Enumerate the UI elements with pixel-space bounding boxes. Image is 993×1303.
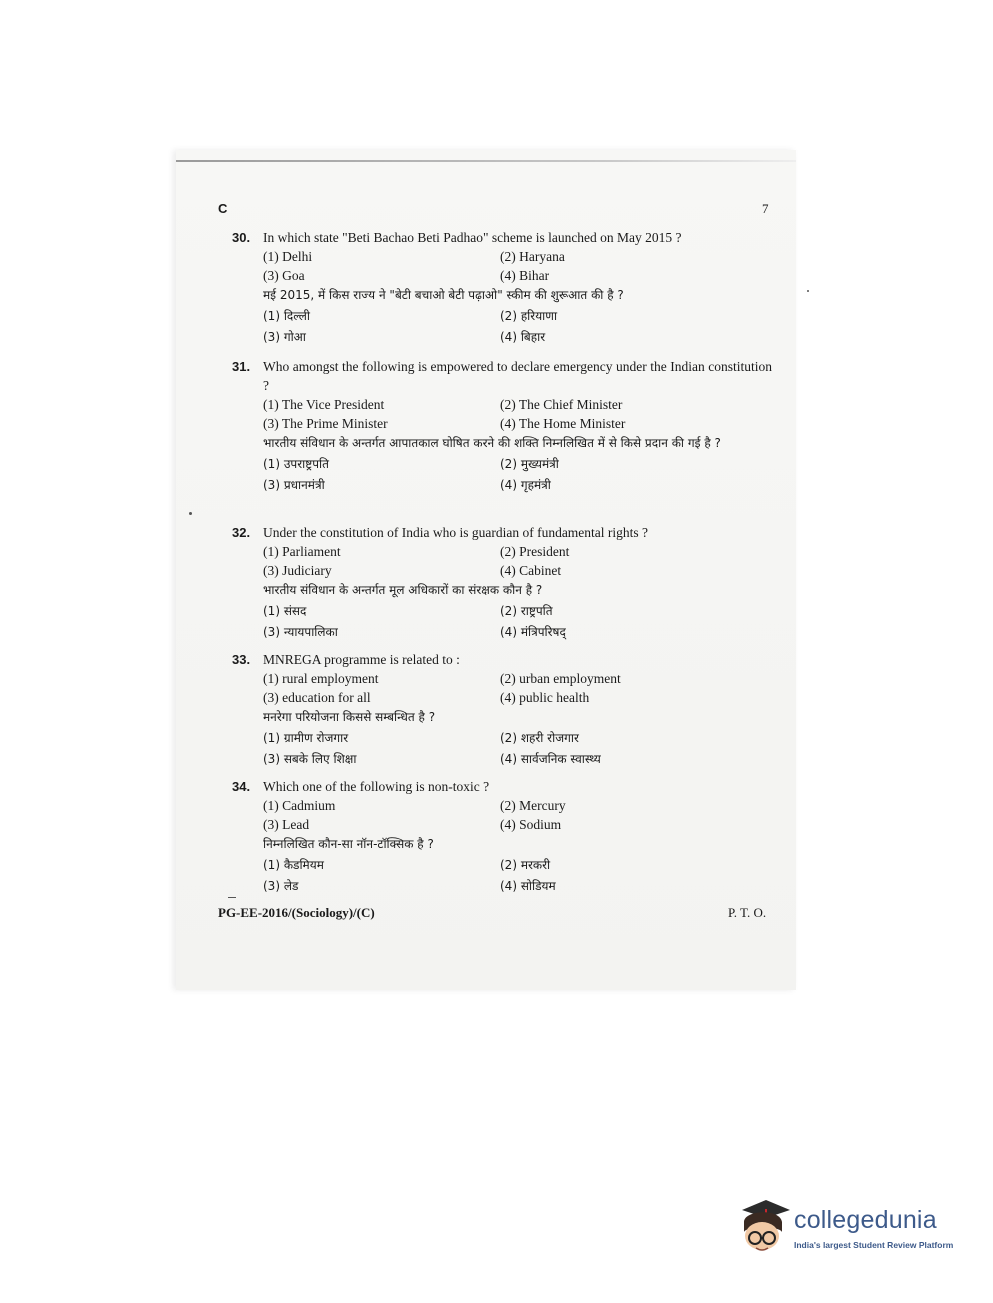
option-4: (4) The Home Minister (500, 416, 626, 431)
option-1: (1) The Vice President (263, 397, 385, 412)
question-33 (232, 650, 772, 770)
option-2: (2) urban employment (500, 671, 621, 686)
question-text: Who amongst the following is empowered to declare emergency under the Indian constitution ? (263, 359, 772, 393)
option-2: (2) Mercury (500, 798, 566, 813)
hindi-option-3: (3) न्यायपालिका (263, 625, 338, 639)
question-34 (232, 777, 772, 897)
question-30 (232, 228, 772, 348)
scan-speck (807, 290, 809, 292)
hindi-option-1: (1) ग्रामीण रोजगार (263, 731, 349, 745)
question-32 (232, 523, 772, 643)
option-1: (1) Cadmium (263, 798, 336, 813)
please-turn-over: P. T. O. (728, 905, 767, 920)
option-3: (3) Judiciary (263, 563, 332, 578)
option-2: (2) The Chief Minister (500, 397, 623, 412)
option-2: (2) Haryana (500, 249, 565, 264)
option-3: (3) The Prime Minister (263, 416, 388, 431)
question-text: MNREGA programme is related to : (263, 652, 460, 667)
collegedunia-logo[interactable] (736, 1196, 966, 1266)
series-code: C (218, 201, 228, 216)
hindi-option-4: (4) सोडियम (500, 879, 556, 893)
hindi-option-1: (1) दिल्ली (263, 309, 310, 323)
page-number: 7 (762, 201, 769, 216)
top-rule (176, 160, 796, 162)
question-number: 30. (232, 230, 251, 245)
hindi-option-2: (2) मरकरी (500, 858, 551, 872)
hindi-option-1: (1) उपराष्ट्रपति (263, 457, 329, 471)
hindi-option-2: (2) शहरी रोजगार (500, 731, 579, 745)
question-31 (232, 357, 772, 496)
hindi-option-4: (4) मंत्रिपरिषद् (500, 625, 566, 639)
paper-code: PG-EE-2016/(Sociology)/(C) (218, 905, 375, 920)
brand-name: collegedunia (794, 1206, 937, 1234)
question-text-hindi: भारतीय संविधान के अन्तर्गत मूल अधिकारों का संरक्षक कौन है ? (263, 583, 543, 597)
question-number: 33. (232, 652, 251, 667)
hindi-option-3: (3) गोआ (263, 330, 306, 344)
option-4: (4) Sodium (500, 817, 562, 832)
option-4: (4) Bihar (500, 268, 550, 283)
hindi-option-1: (1) कैडमियम (263, 858, 324, 872)
hindi-option-4: (4) गृहमंत्री (500, 478, 551, 492)
question-text-hindi: निम्नलिखित कौन-सा नॉन-टॉक्सिक है ? (263, 837, 434, 851)
question-text: Which one of the following is non-toxic ? (263, 779, 490, 794)
option-4: (4) public health (500, 690, 590, 705)
hindi-option-4: (4) बिहार (500, 330, 546, 344)
question-number: 32. (232, 525, 251, 540)
option-1: (1) Parliament (263, 544, 341, 559)
option-2: (2) President (500, 544, 570, 559)
question-number: 31. (232, 359, 251, 374)
hindi-option-3: (3) लेड (263, 879, 299, 893)
question-text: In which state "Beti Bachao Beti Padhao" scheme is launched on May 2015 ? (263, 230, 682, 245)
question-text-hindi: भारतीय संविधान के अन्तर्गत आपातकाल घोषित करने की शक्ति निम्नलिखित में से किसे प्रदान की गई है ? (263, 436, 721, 450)
scan-speck (228, 897, 236, 898)
hindi-option-2: (2) राष्ट्रपति (500, 604, 553, 618)
question-text: Under the constitution of India who is guardian of fundamental rights ? (263, 525, 649, 540)
hindi-option-3: (3) प्रधानमंत्री (263, 478, 325, 492)
option-3: (3) Goa (263, 268, 305, 283)
brand-tagline: India's largest Student Review Platform (794, 1240, 954, 1250)
option-1: (1) rural employment (263, 671, 379, 686)
question-text-hindi: मई 2015, में किस राज्य ने "बेटी बचाओ बेटी पढ़ाओ" स्कीम की शुरूआत की है ? (263, 288, 624, 302)
hindi-option-2: (2) मुख्यमंत्री (500, 457, 559, 471)
hindi-option-3: (3) सबके लिए शिक्षा (263, 752, 357, 766)
mascot-graduate-icon (736, 1196, 794, 1258)
option-4: (4) Cabinet (500, 563, 562, 578)
option-3: (3) Lead (263, 817, 310, 832)
hindi-option-1: (1) संसद (263, 604, 307, 618)
option-1: (1) Delhi (263, 249, 313, 264)
option-3: (3) education for all (263, 690, 371, 705)
hindi-option-2: (2) हरियाणा (500, 309, 558, 323)
question-number: 34. (232, 779, 251, 794)
question-text-hindi: मनरेगा परियोजना किससे सम्बन्धित है ? (263, 710, 436, 724)
hindi-option-4: (4) सार्वजनिक स्वास्थ्य (500, 752, 601, 766)
scan-speck (189, 512, 192, 515)
